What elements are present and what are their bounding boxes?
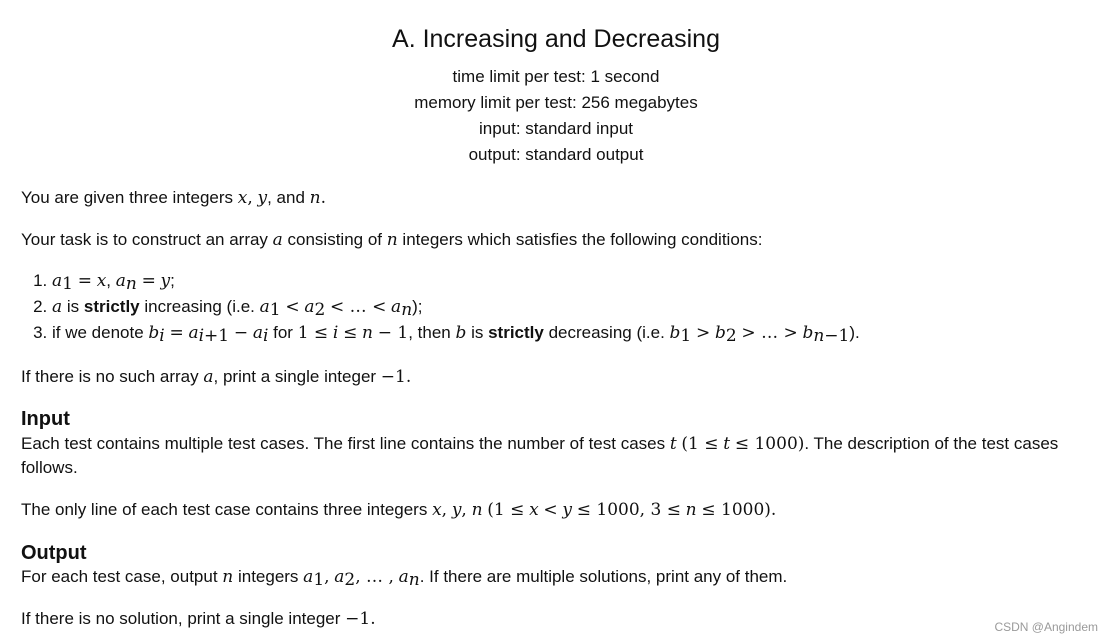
output-paragraph-1: For each test case, output n integers $a_1$, $a_2$, … , $a_n$. If there are multiple solutions, print any of them. xyxy=(21,567,788,590)
problem-title: A. Increasing and Decreasing xyxy=(392,25,720,53)
output-heading: Output xyxy=(21,542,87,564)
condition-item-2: 2. a is strictly increasing (i.e. $a_1 < a_2$ < … < $a_n$); xyxy=(52,294,860,320)
input-spec: input: standard input xyxy=(478,119,634,138)
input-heading: Input xyxy=(21,408,70,430)
statement-paragraph-1: You are given three integers x, y, and n. xyxy=(21,188,326,208)
condition-item-1: 1. $a_1 = x$, $a_n = y$; xyxy=(52,268,860,294)
condition-item-3: 3. if we denote $b_i = a_{i+1} - a_i$ for 1 ≤ i ≤ n − 1, then b is strictly decreasing (i.e. $b_1 > b_2$ > … > $b_{n-1}$). xyxy=(52,320,860,346)
input-paragraph-2: The only line of each test case contains three integers x, y, n (1 ≤ x < y ≤ 1000, 3 ≤ n ≤ 1000). xyxy=(21,500,777,520)
conditions-list xyxy=(0,268,860,346)
statement-paragraph-3: If there is no such array a, print a single integer −1. xyxy=(21,367,412,387)
statement-paragraph-2: Your task is to construct an array a consisting of n integers which satisfies the following conditions: xyxy=(21,230,763,250)
output-spec: output: standard output xyxy=(468,145,644,164)
memory-limit: memory limit per test: 256 megabytes xyxy=(414,93,698,112)
watermark: CSDN @Angindem xyxy=(994,620,1098,634)
output-paragraph-2: If there is no solution, print a single integer −1. xyxy=(21,609,376,629)
time-limit: time limit per test: 1 second xyxy=(452,67,660,86)
input-paragraph-1: Each test contains multiple test cases. The first line contains the number of test cases t (1 ≤ t ≤ 1000). The description of the test cases follows. xyxy=(21,434,1059,477)
